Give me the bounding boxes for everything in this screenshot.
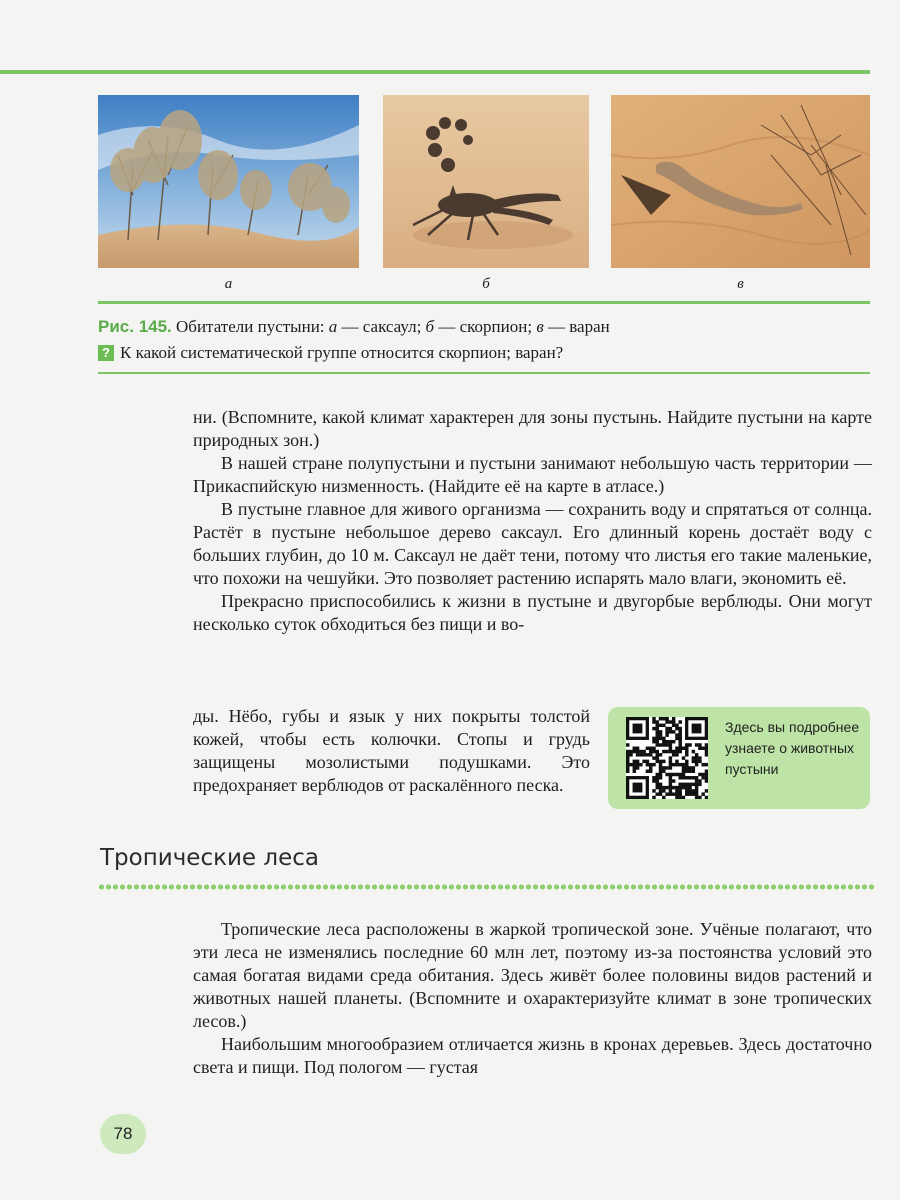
photo-scorpion [383, 95, 589, 268]
text-block-camels [193, 705, 590, 797]
caption-letter-c: в [536, 317, 544, 336]
paragraph: В нашей стране полупустыни и пустыни занимают небольшую часть территории — Прикаспийскую низменность. (Найдите её на карте в атласе.) [193, 453, 872, 496]
photo-label-c: в [737, 276, 744, 292]
figure-caption [98, 316, 878, 338]
caption-item-c: — варан [543, 317, 610, 336]
caption-letter-a: а [328, 317, 338, 336]
caption-item-b: — скорпион; [434, 317, 537, 336]
qr-box-text: Здесь вы подробнее узнаете о животных пустыни [725, 719, 860, 777]
photo-label-b: б [482, 276, 490, 292]
figure-number: Рис. 145. [98, 317, 172, 336]
caption-item-a: — саксаул; [337, 317, 426, 336]
photo-saxaul [98, 95, 359, 268]
dotted-rule [98, 884, 874, 890]
question-text: К какой систематической группе относится скорпион; варан? [120, 343, 564, 362]
photo-label-a: а [224, 276, 233, 292]
qr-info-box[interactable] [608, 707, 870, 809]
text-block-tropical-forests [193, 918, 872, 1079]
caption-lead: Обитатели пустыни: [176, 317, 329, 336]
figure-question [98, 342, 878, 364]
caption-letter-b: б [425, 317, 435, 336]
page-number: 78 [100, 1114, 146, 1154]
paragraph: В пустыне главное для живого организма — сохранить воду и спрятаться от солнца. Растёт в пустыне небольшое дерево саксаул. Его длинный корень достаёт воду с больших глубин, до 10 м. Саксаул не даёт тени, потому что листья его такие маленькие, что похожи на чешуйки. Это позволяет растению испарять мало влаги, экономить её. [193, 499, 872, 588]
paragraph: ни. (Вспомните, какой климат характерен для зоны пустынь. Найдите пустыни на карте природных зон.) [193, 407, 872, 450]
text-block-deserts [193, 406, 872, 636]
paragraph: ды. Нёбо, губы и язык у них покрыты толстой кожей, чтобы есть колючки. Стопы и грудь защищены мозолистыми подушками. Это предохраняет верблюдов от раскалённого песка. [193, 706, 590, 795]
paragraph: Прекрасно приспособились к жизни в пустыне и двугорбые верблюды. Они могут несколько суток обходиться без пищи и во- [193, 591, 872, 634]
photo-monitor-lizard [611, 95, 870, 268]
question-rule [98, 372, 870, 374]
section-title: Тропические леса [100, 845, 319, 871]
qr-code-icon[interactable] [626, 717, 708, 799]
paragraph: Наибольшим многообразием отличается жизнь в кронах деревьев. Здесь достаточно света и пищи. Под пологом — густая [193, 1034, 872, 1077]
paragraph: Тропические леса расположены в жаркой тропической зоне. Учёные полагают, что эти леса не изменялись последние 60 млн лет, поэтому из-за постоянства условий это самая богатая видами среда обитания. Здесь живёт более половины видов растений и животных нашей планеты. (Вспомните и охарактеризуйте климат в зоне тропических лесов.) [193, 919, 872, 1031]
question-icon: ? [98, 345, 114, 361]
caption-rule [98, 301, 870, 304]
top-green-rule [0, 70, 870, 74]
